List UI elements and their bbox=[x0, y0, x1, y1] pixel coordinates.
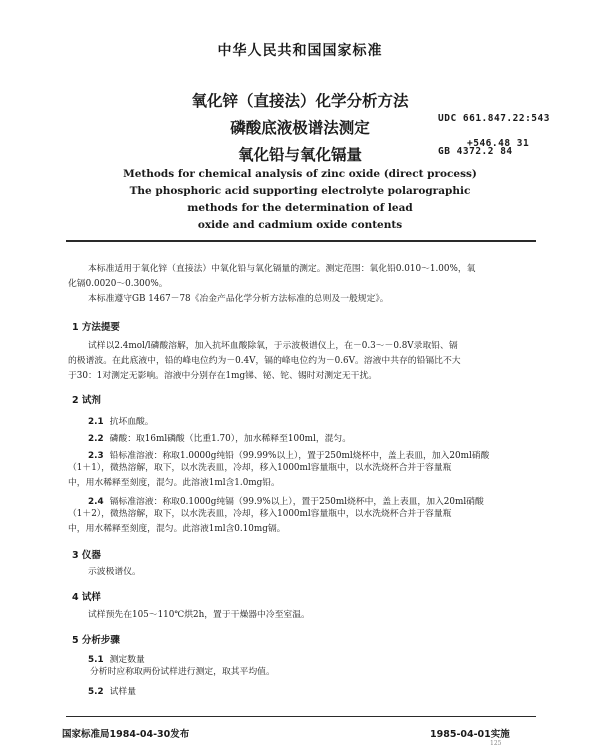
reagent-2-2 bbox=[88, 431, 351, 444]
reagent-2-1-number: 2.1 bbox=[88, 417, 104, 427]
reagent-2-4 bbox=[88, 494, 484, 507]
udc-code-line-3: +546.48 31 bbox=[467, 138, 530, 149]
gb-standard-number: GB 4372.2 84 bbox=[438, 146, 513, 157]
udc-code-line-1: UDC 661.847.22:543 bbox=[438, 113, 550, 124]
page-number: 125 bbox=[490, 740, 502, 747]
reagent-2-4-line-1: 镉标准溶液：称取0.1000g纯镉（99.9%以上），置于250ml烧杯中，盖上表皿，加入20ml硝酸 bbox=[109, 497, 484, 507]
title-en-line-3: methods for the determination of lead bbox=[187, 202, 413, 214]
reagent-2-3-line-1: 铅标准溶液：称取1.0000g纯铅（99.99%以上），置于250ml烧杯中，盖上表皿，加入20ml硝酸 bbox=[109, 451, 490, 461]
header-divider bbox=[66, 240, 536, 242]
implementation-date: 1985-04-01实施 bbox=[430, 729, 510, 740]
reagent-2-3-number: 2.3 bbox=[88, 451, 104, 461]
reagent-2-2-text: 磷酸：取16ml磷酸（比重1.70），加水稀释至100ml，混匀。 bbox=[109, 434, 352, 444]
step-5-1-number: 5.1 bbox=[88, 655, 104, 665]
section-1-line-1: 试样以2.4mol/l磷酸溶解，加入抗坏血酸除氧，于示波极谱仪上，在－0.3～－0.8V录取铅、镉 bbox=[88, 341, 458, 351]
reagent-2-3-line-2: （1＋1），微热溶解，取下，以水洗表皿，冷却，移入1000ml容量瓶中，以水洗烧杯合并于容量瓶 bbox=[68, 463, 452, 473]
title-cn-line-2: 磷酸底液极谱法测定 bbox=[230, 119, 370, 137]
step-5-1 bbox=[88, 652, 145, 665]
section-4-heading: 4 试样 bbox=[72, 592, 101, 603]
title-en-line-1: Methods for chemical analysis of zinc oxide (direct process) bbox=[123, 168, 477, 180]
issue-date: 国家标准局1984-04-30发布 bbox=[62, 729, 190, 740]
reagent-2-4-line-2: （1＋2），微热溶解，取下，以水洗表皿，冷却，移入1000ml容量瓶中，以水洗烧杯合并于容量瓶 bbox=[68, 509, 452, 519]
title-en-line-4: oxide and cadmium oxide contents bbox=[197, 219, 403, 231]
issuing-country-heading: 中华人民共和国国家标准 bbox=[217, 43, 383, 59]
reagent-2-1-text: 抗坏血酸。 bbox=[109, 417, 154, 427]
intro-line-1: 本标准适用于氧化锌（直接法）中氧化铅与氧化镉量的测定。测定范围：氧化铅0.010～1.00%，氧 bbox=[88, 264, 476, 274]
section-2-heading: 2 试剂 bbox=[72, 395, 101, 406]
section-1-heading: 1 方法提要 bbox=[72, 322, 120, 333]
title-cn-line-3: 氧化铅与氧化镉量 bbox=[237, 146, 362, 164]
step-5-2-title: 试样量 bbox=[109, 687, 136, 697]
step-5-1-title: 测定数量 bbox=[109, 655, 145, 665]
section-3-text: 示波极谱仪。 bbox=[88, 567, 141, 577]
reagent-2-4-number: 2.4 bbox=[88, 497, 104, 507]
section-3-heading: 3 仪器 bbox=[72, 550, 101, 561]
reagent-2-3 bbox=[88, 448, 489, 461]
reagent-2-2-number: 2.2 bbox=[88, 434, 104, 444]
intro-line-2: 化镉0.0020～0.300%。 bbox=[68, 279, 168, 289]
intro-line-3: 本标准遵守GB 1467－78《冶金产品化学分析方法标准的总则及一般规定》。 bbox=[88, 294, 389, 304]
reagent-2-1 bbox=[88, 414, 154, 427]
title-cn-line-1: 氧化锌（直接法）化学分析方法 bbox=[191, 92, 409, 110]
step-5-2 bbox=[88, 684, 136, 697]
title-en-line-2: The phosphoric acid supporting electrolyte polarographic bbox=[129, 185, 471, 197]
reagent-2-3-line-3: 中，用水稀释至刻度，混匀。此溶液1ml含1.0mg铅。 bbox=[68, 478, 280, 488]
step-5-1-text: 分析时应称取两份试样进行测定，取其平均值。 bbox=[90, 667, 275, 677]
section-4-text: 试样预先在105～110℃烘2h，置于干燥器中冷至室温。 bbox=[88, 610, 310, 620]
reagent-2-4-line-3: 中，用水稀释至刻度，混匀。此溶液1ml含0.10mg镉。 bbox=[68, 524, 286, 534]
section-5-heading: 5 分析步骤 bbox=[72, 635, 120, 646]
section-1-line-3: 于30：1对测定无影响。溶液中分别存在1mg锑、铋、铊、锡时对测定无干扰。 bbox=[68, 371, 378, 381]
section-1-line-2: 的极谱波。在此底液中，铅的峰电位约为－0.4V，镉的峰电位约为－0.6V。溶液中共存的铅镉比不大 bbox=[68, 356, 461, 366]
footer-divider bbox=[66, 716, 536, 717]
step-5-2-number: 5.2 bbox=[88, 687, 104, 697]
